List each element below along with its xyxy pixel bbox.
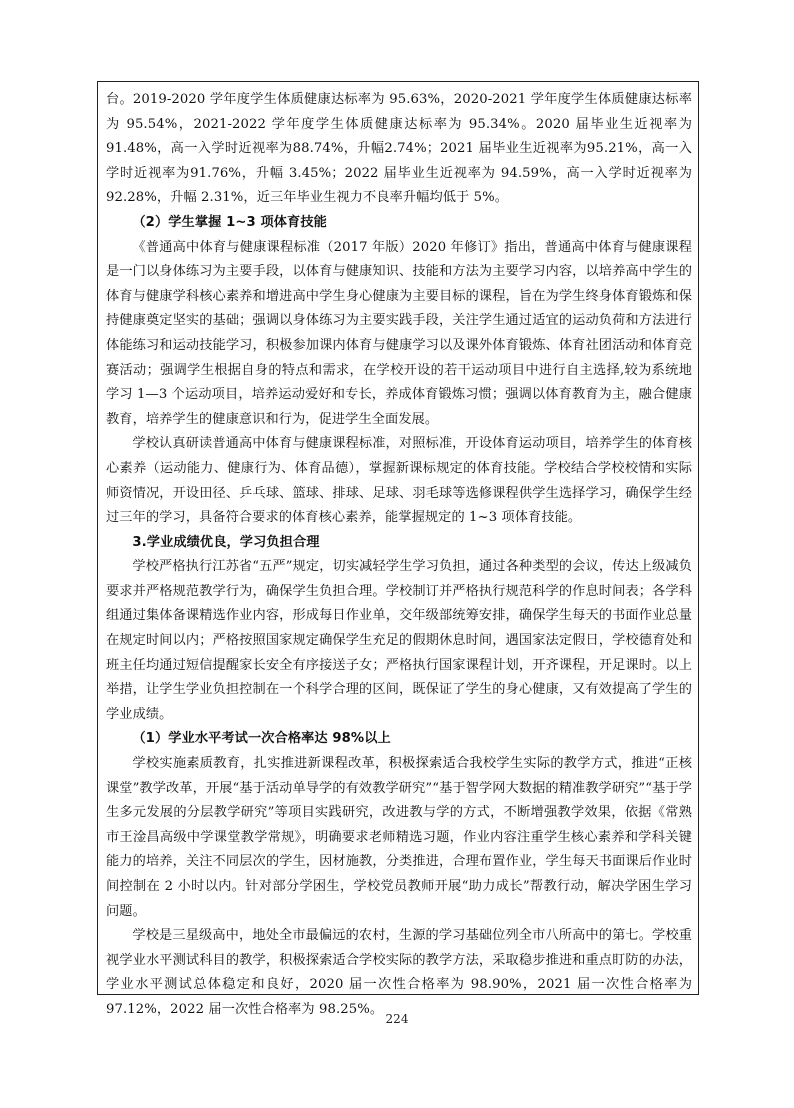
section-heading-academic-results: 3.学业成绩优良，学习负担合理 <box>132 534 320 550</box>
paragraph-curriculum-standard: 《普通高中体育与健康课程标准（2017 年版）2020 年修订》指出，普通高中体育与健康课程是一门以身体练习为主要手段，以体育与健康知识、技能和方法为主要学习内容，以培养高中学生的体育与健康学科核心素养和增进高中学生身心健康为主要目标的课程，旨在为学生终身体育锻炼和保持健康奠定坚实的基础；强调以身体练习为主要实践手段，关注学生通过适宜的运动负荷和方法进行体能练习和运动技能学习，积极参加课内体育与健康学习以及课外体育锻炼、体育社团活动和体育竞赛活动；强调学生根据自身的特点和需求，在学校开设的若干运动项目中进行自主选择,较为系统地学习 1—3 个运动项目，培养运动爱好和专长，养成体育锻炼习惯；强调以体育教育为主，融合健康教育，培养学生的健康意识和行为，促进学生全面发展。 <box>106 239 692 427</box>
section-heading-pass-rate: （1）学业水平考试一次合格率达 98%以上 <box>132 731 391 747</box>
paragraph-workload-control: 学校严格执行江苏省“五严”规定，切实减轻学生学习负担，通过各种类型的会议，传达上级减负要求并严格规范教学行为，确保学生负担合理。学校制订并严格执行规范科学的作息时间表；各学科组通过集体备课精选作业内容，形成每日作业单，交年级部统筹安排，确保学生每天的书面作业总量在规定时间以内；严格按照国家规定确保学生充足的假期休息时间，遇国家法定假日，学校德育处和班主任均通过短信提醒家长安全有序接送子女；严格执行国家课程计划，开齐课程，开足课时。以上举措，让学生学业负担控制在一个科学合理的区间，既保证了学生的身心健康，又有效提高了学生的学业成绩。 <box>106 559 692 722</box>
paragraph-pass-rate-stats: 学校是三星级高中，地处全市最偏远的农村，生源的学习基础位列全市八所高中的第七。学校重视学业水平测试科目的教学，积极探索适合学校实际的教学方法，采取稳步推进和重点盯防的办法，学业水平测试总体稳定和良好，2020 届一次性合格率为 98.90%，2021 届一次性合格率为 97.12%，2022 届一次性合格率为 98.25%。 <box>106 928 692 1017</box>
page-number: 224 <box>385 1012 409 1026</box>
paragraph-teaching-reform: 学校实施素质教育，扎实推进新课程改革，积极探索适合我校学生实际的教学方式，推进“正核课堂”教学改革，开展“基于活动单导学的有效教学研究”“基于智学网大数据的精准教学研究”“基于学生多元发展的分层教学研究”等项目实践研究，改进教与学的方式，不断增强教学效果，依据《常熟市王淦昌高级中学课堂教学常规》，明确要求老师精选习题，作业内容注重学生核心素养和学科关键能力的培养，关注不同层次的学生，因材施教，分类推进，合理布置作业，学生每天书面课后作业时间控制在 2 小时以内。针对部分学困生，学校党员教师开展“助力成长”帮教行动，解决学困生学习问题。 <box>106 756 692 919</box>
section-heading-sports-skills: （2）学生掌握 1~3 项体育技能 <box>132 214 327 230</box>
paragraph-school-pe-courses: 学校认真研读普通高中体育与健康课程标准，对照标准，开设体育运动项目，培养学生的体育核心素养（运动能力、健康行为、体育品德），掌握新课标规定的体育技能。学校结合学校校情和实际师资情况，开设田径、乒乓球、篮球、排球、足球、羽毛球等选修课程供学生选择学习，确保学生经过三年的学习，具备符合要求的体育核心素养，能掌握规定的 1~3 项体育技能。 <box>106 436 692 526</box>
document-body <box>106 88 692 1023</box>
paragraph-fitness-stats: 台。2019-2020 学年度学生体质健康达标率为 95.63%，2020-2021 学年度学生体质健康达标率为 95.54%，2021-2022 学年度学生体质健康达标率为 95.34%。2020 届毕业生近视率为 91.48%，高一入学时近视率为88.74%，升幅2.74%；2021 届毕业生近视率为95.21%，高一入学时近视率为91.76%，升幅 3.45%；2022 届毕业生近视率为 94.59%，高一入学时近视率为 92.28%，升幅 2.31%，近三年毕业生视力不良率升幅均低于 5%。 <box>106 92 692 206</box>
